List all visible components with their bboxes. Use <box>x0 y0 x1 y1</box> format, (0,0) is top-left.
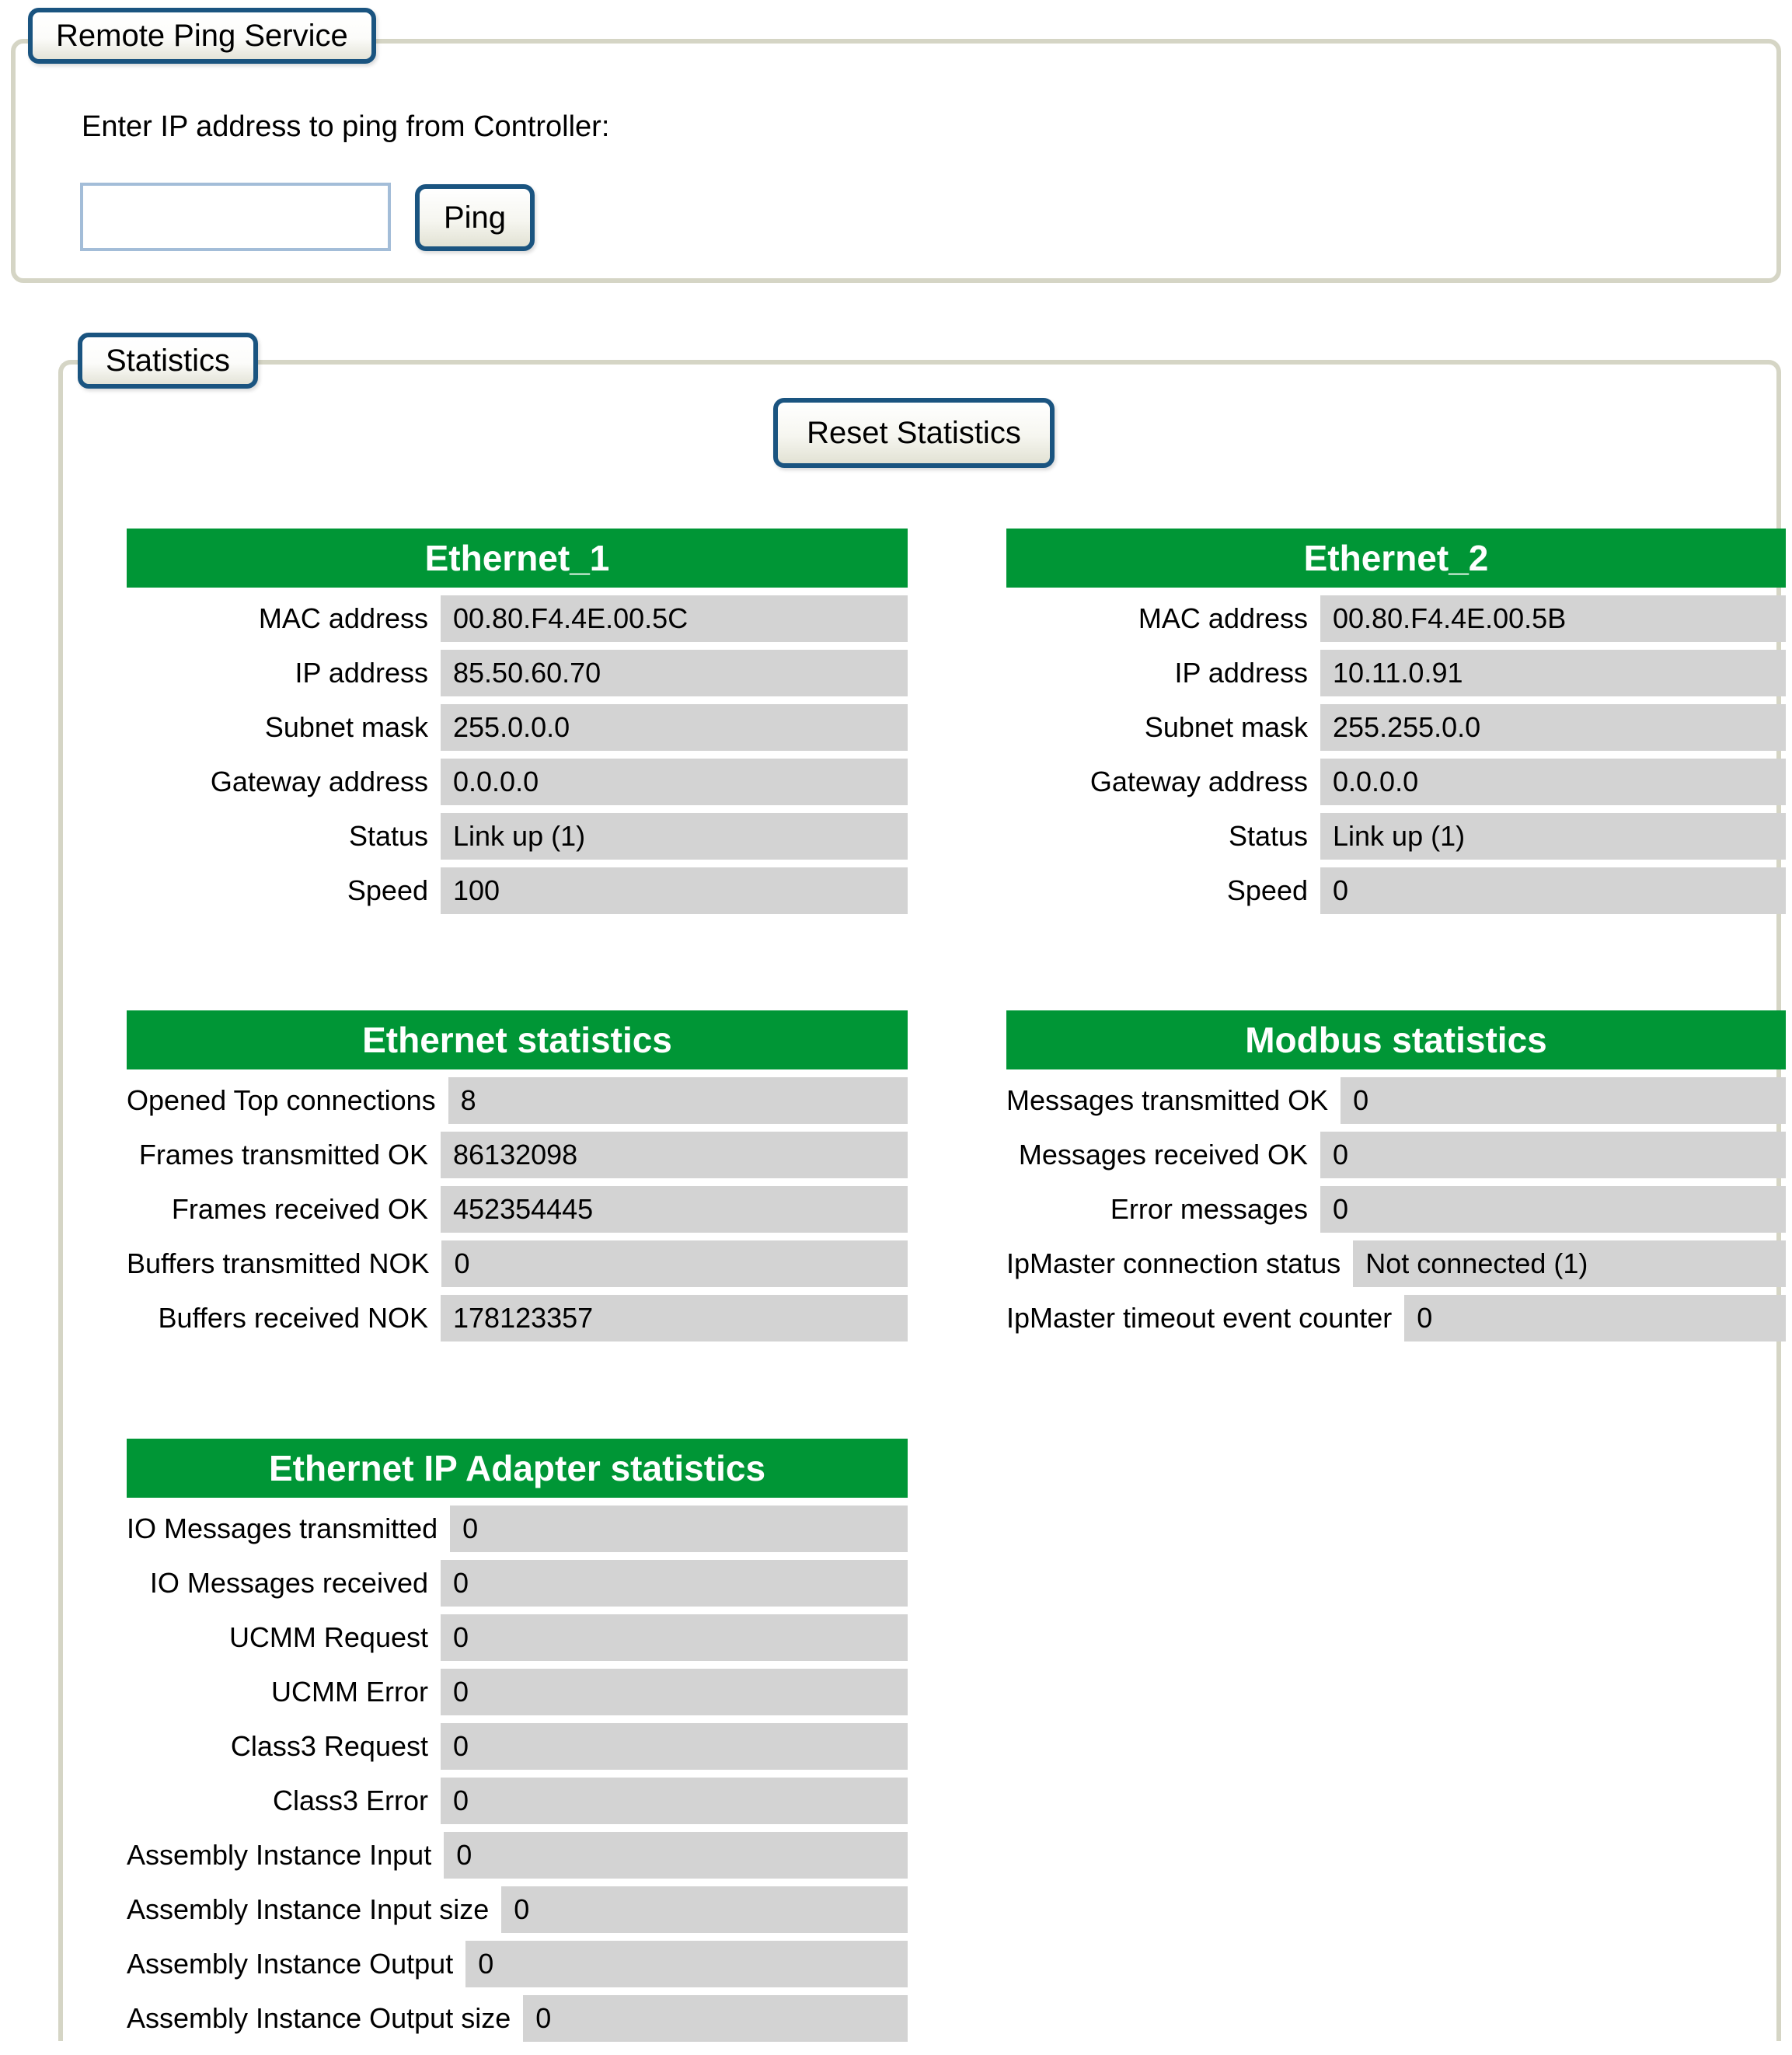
row-value-text: 0 <box>453 1730 469 1762</box>
row-value-text: Link up (1) <box>1333 820 1466 852</box>
row-value <box>441 1723 908 1770</box>
row-label: Opened Top connections <box>127 1084 436 1116</box>
row-label: UCMM Error <box>271 1676 428 1708</box>
row-value-text: Link up (1) <box>453 820 586 852</box>
table-row <box>127 1723 908 1770</box>
row-label-cell <box>1006 1077 1341 1124</box>
row-label: Subnet mask <box>264 711 428 743</box>
row-value <box>448 1077 908 1124</box>
row-value <box>1341 1077 1786 1124</box>
row-label: Status <box>1228 820 1308 852</box>
row-value <box>1320 704 1786 751</box>
row-value <box>441 813 908 860</box>
row-value-text: Not connected (1) <box>1365 1247 1588 1279</box>
row-value <box>441 759 908 805</box>
row-label-cell <box>127 1886 501 1933</box>
table-row <box>127 1832 908 1879</box>
statistics-tab-label: Statistics <box>106 344 231 378</box>
row-value <box>1404 1295 1786 1342</box>
row-value <box>1320 813 1786 860</box>
row-value <box>441 1614 908 1661</box>
row-label: Frames received OK <box>171 1193 428 1225</box>
row-label: Assembly Instance Input <box>127 1839 432 1871</box>
row-value-text: 255.0.0.0 <box>453 711 570 743</box>
row-label-cell <box>127 1995 523 2042</box>
ethernet2-table <box>1006 529 1786 914</box>
row-label-cell <box>127 867 441 914</box>
row-value-text: 0.0.0.0 <box>453 766 539 797</box>
row-label: MAC address <box>258 602 428 634</box>
row-value <box>465 1941 908 1987</box>
row-label-cell <box>127 1832 444 1879</box>
table-row <box>127 1295 908 1342</box>
row-label: Speed <box>1226 874 1308 906</box>
remote-ping-tab-label: Remote Ping Service <box>56 19 348 53</box>
row-value-text: 0 <box>514 1893 530 1925</box>
table-header: Ethernet statistics <box>127 1010 908 1069</box>
table-row <box>127 1132 908 1178</box>
row-value-text: 0 <box>453 1676 469 1708</box>
row-value <box>1320 867 1786 914</box>
row-value-text: 0 <box>453 1567 469 1599</box>
table-row <box>127 759 908 805</box>
row-label-cell <box>127 1941 465 1987</box>
row-value-text: 0 <box>454 1247 470 1279</box>
ethernet-statistics-table <box>127 1010 908 1342</box>
row-label: IO Messages received <box>149 1567 428 1599</box>
row-label: Buffers transmitted NOK <box>127 1247 430 1279</box>
table-row <box>127 1995 908 2042</box>
row-value-text: 100 <box>453 874 500 906</box>
row-label-cell <box>1006 650 1320 696</box>
row-label-cell <box>127 1132 441 1178</box>
row-label: Frames transmitted OK <box>138 1139 428 1171</box>
table-row <box>127 1778 908 1824</box>
row-value-text: 8 <box>460 1084 476 1116</box>
row-value-text: 86132098 <box>453 1139 578 1171</box>
row-value-text: 452354445 <box>453 1193 594 1225</box>
row-label-cell <box>127 759 441 805</box>
row-label-cell <box>1006 595 1320 642</box>
row-value <box>441 1132 908 1178</box>
row-value <box>441 1778 908 1824</box>
reset-statistics-button[interactable] <box>773 398 1055 468</box>
table-row <box>1006 650 1786 696</box>
remote-ping-tab[interactable] <box>28 8 376 64</box>
row-label: Assembly Instance Output <box>127 1948 454 1980</box>
row-value-text: 0 <box>462 1512 479 1544</box>
table-row <box>1006 1077 1786 1124</box>
row-label: MAC address <box>1138 602 1308 634</box>
row-value-text: 0 <box>1333 1139 1349 1171</box>
row-label-cell <box>1006 1132 1320 1178</box>
row-label: Buffers received NOK <box>158 1302 428 1334</box>
row-label: Class3 Request <box>230 1730 428 1762</box>
table-row <box>127 1560 908 1607</box>
row-value <box>441 1295 908 1342</box>
row-value <box>441 1560 908 1607</box>
row-value-text: 0 <box>453 1621 469 1653</box>
row-label: Class3 Error <box>272 1785 428 1816</box>
row-value <box>1353 1240 1786 1287</box>
row-value <box>441 1186 908 1233</box>
ping-instruction: Enter IP address to ping from Controller: <box>82 110 610 143</box>
ip-address-input[interactable] <box>80 183 391 251</box>
row-label-cell <box>127 1560 441 1607</box>
table-row <box>1006 1186 1786 1233</box>
row-label: Gateway address <box>210 766 428 797</box>
row-label-cell <box>1006 704 1320 751</box>
table-header: Ethernet_1 <box>127 529 908 588</box>
row-label-cell <box>1006 813 1320 860</box>
row-label: Subnet mask <box>1144 711 1308 743</box>
row-label-cell <box>127 704 441 751</box>
row-value-text: 0 <box>1417 1302 1433 1334</box>
row-value-text: 0 <box>1333 874 1349 906</box>
row-label-cell <box>127 1077 448 1124</box>
row-label-cell <box>1006 1186 1320 1233</box>
row-value <box>1320 1186 1786 1233</box>
row-label: IO Messages transmitted <box>127 1512 438 1544</box>
row-value <box>1320 650 1786 696</box>
row-label-cell <box>127 1669 441 1715</box>
row-value-text: 0.0.0.0 <box>1333 766 1419 797</box>
table-header: Modbus statistics <box>1006 1010 1786 1069</box>
row-label: Assembly Instance Output size <box>127 2002 511 2034</box>
table-row <box>127 1240 908 1287</box>
row-value-text: 178123357 <box>453 1302 594 1334</box>
row-label: Speed <box>347 874 428 906</box>
table-row <box>1006 1240 1786 1287</box>
ping-button[interactable] <box>415 184 535 251</box>
ethernet1-table <box>127 529 908 914</box>
row-label-cell <box>127 1186 441 1233</box>
row-label: Status <box>348 820 428 852</box>
row-label-cell <box>1006 759 1320 805</box>
row-label: Gateway address <box>1089 766 1308 797</box>
row-value-text: 00.80.F4.4E.00.5B <box>1333 602 1567 634</box>
row-label-cell <box>127 813 441 860</box>
row-value-text: 85.50.60.70 <box>453 657 601 689</box>
row-label: IpMaster timeout event counter <box>1006 1302 1393 1334</box>
row-label-cell <box>127 650 441 696</box>
row-label-cell <box>127 595 441 642</box>
row-label-cell <box>127 1505 450 1552</box>
table-row <box>127 813 908 860</box>
row-value <box>441 595 908 642</box>
row-label: Messages received OK <box>1018 1139 1308 1171</box>
modbus-statistics-table <box>1006 1010 1786 1342</box>
row-value <box>441 704 908 751</box>
row-value <box>1320 759 1786 805</box>
table-row <box>127 1941 908 1987</box>
table-row <box>127 1886 908 1933</box>
row-label-cell <box>1006 1295 1404 1342</box>
row-value-text: 0 <box>453 1785 469 1816</box>
row-value <box>501 1886 908 1933</box>
table-row <box>1006 595 1786 642</box>
table-row <box>1006 759 1786 805</box>
row-label-cell <box>127 1778 441 1824</box>
row-value-text: 10.11.0.91 <box>1333 657 1463 689</box>
table-row <box>1006 867 1786 914</box>
row-label-cell <box>127 1295 441 1342</box>
table-row <box>127 1614 908 1661</box>
row-label-cell <box>127 1614 441 1661</box>
ping-button-label: Ping <box>443 200 507 235</box>
row-value-text: 00.80.F4.4E.00.5C <box>453 602 689 634</box>
row-value <box>1320 1132 1786 1178</box>
row-value-text: 0 <box>1353 1084 1369 1116</box>
statistics-tab[interactable] <box>78 333 258 389</box>
row-label: IP address <box>295 657 428 689</box>
reset-statistics-button-label: Reset Statistics <box>807 415 1021 450</box>
table-row <box>127 704 908 751</box>
row-value <box>523 1995 908 2042</box>
table-row <box>127 867 908 914</box>
row-label: IP address <box>1174 657 1308 689</box>
row-value <box>441 1669 908 1715</box>
row-value <box>1320 595 1786 642</box>
row-value-text: 0 <box>1333 1193 1349 1225</box>
row-label: UCMM Request <box>228 1621 428 1653</box>
row-label-cell <box>1006 1240 1353 1287</box>
table-row <box>127 1505 908 1552</box>
row-value-text: 0 <box>478 1948 494 1980</box>
table-header: Ethernet_2 <box>1006 529 1786 588</box>
row-value <box>450 1505 908 1552</box>
row-value <box>441 650 908 696</box>
row-label: Messages transmitted OK <box>1006 1084 1329 1116</box>
row-value-text: 0 <box>456 1839 472 1871</box>
table-row <box>1006 704 1786 751</box>
ethernet-ip-adapter-statistics-table <box>127 1439 908 2042</box>
row-value-text: 0 <box>535 2002 552 2034</box>
table-row <box>127 650 908 696</box>
row-label: Error messages <box>1110 1193 1308 1225</box>
table-row <box>127 595 908 642</box>
table-row <box>127 1669 908 1715</box>
row-label: IpMaster connection status <box>1006 1247 1341 1279</box>
row-label-cell <box>127 1240 441 1287</box>
table-row <box>1006 813 1786 860</box>
table-row <box>127 1077 908 1124</box>
row-value <box>444 1832 908 1879</box>
row-value <box>441 867 908 914</box>
row-label-cell <box>1006 867 1320 914</box>
row-value <box>441 1240 908 1287</box>
row-value-text: 255.255.0.0 <box>1333 711 1481 743</box>
row-label: Assembly Instance Input size <box>127 1893 490 1925</box>
table-header: Ethernet IP Adapter statistics <box>127 1439 908 1498</box>
table-row <box>127 1186 908 1233</box>
table-row <box>1006 1295 1786 1342</box>
table-row <box>1006 1132 1786 1178</box>
row-label-cell <box>127 1723 441 1770</box>
